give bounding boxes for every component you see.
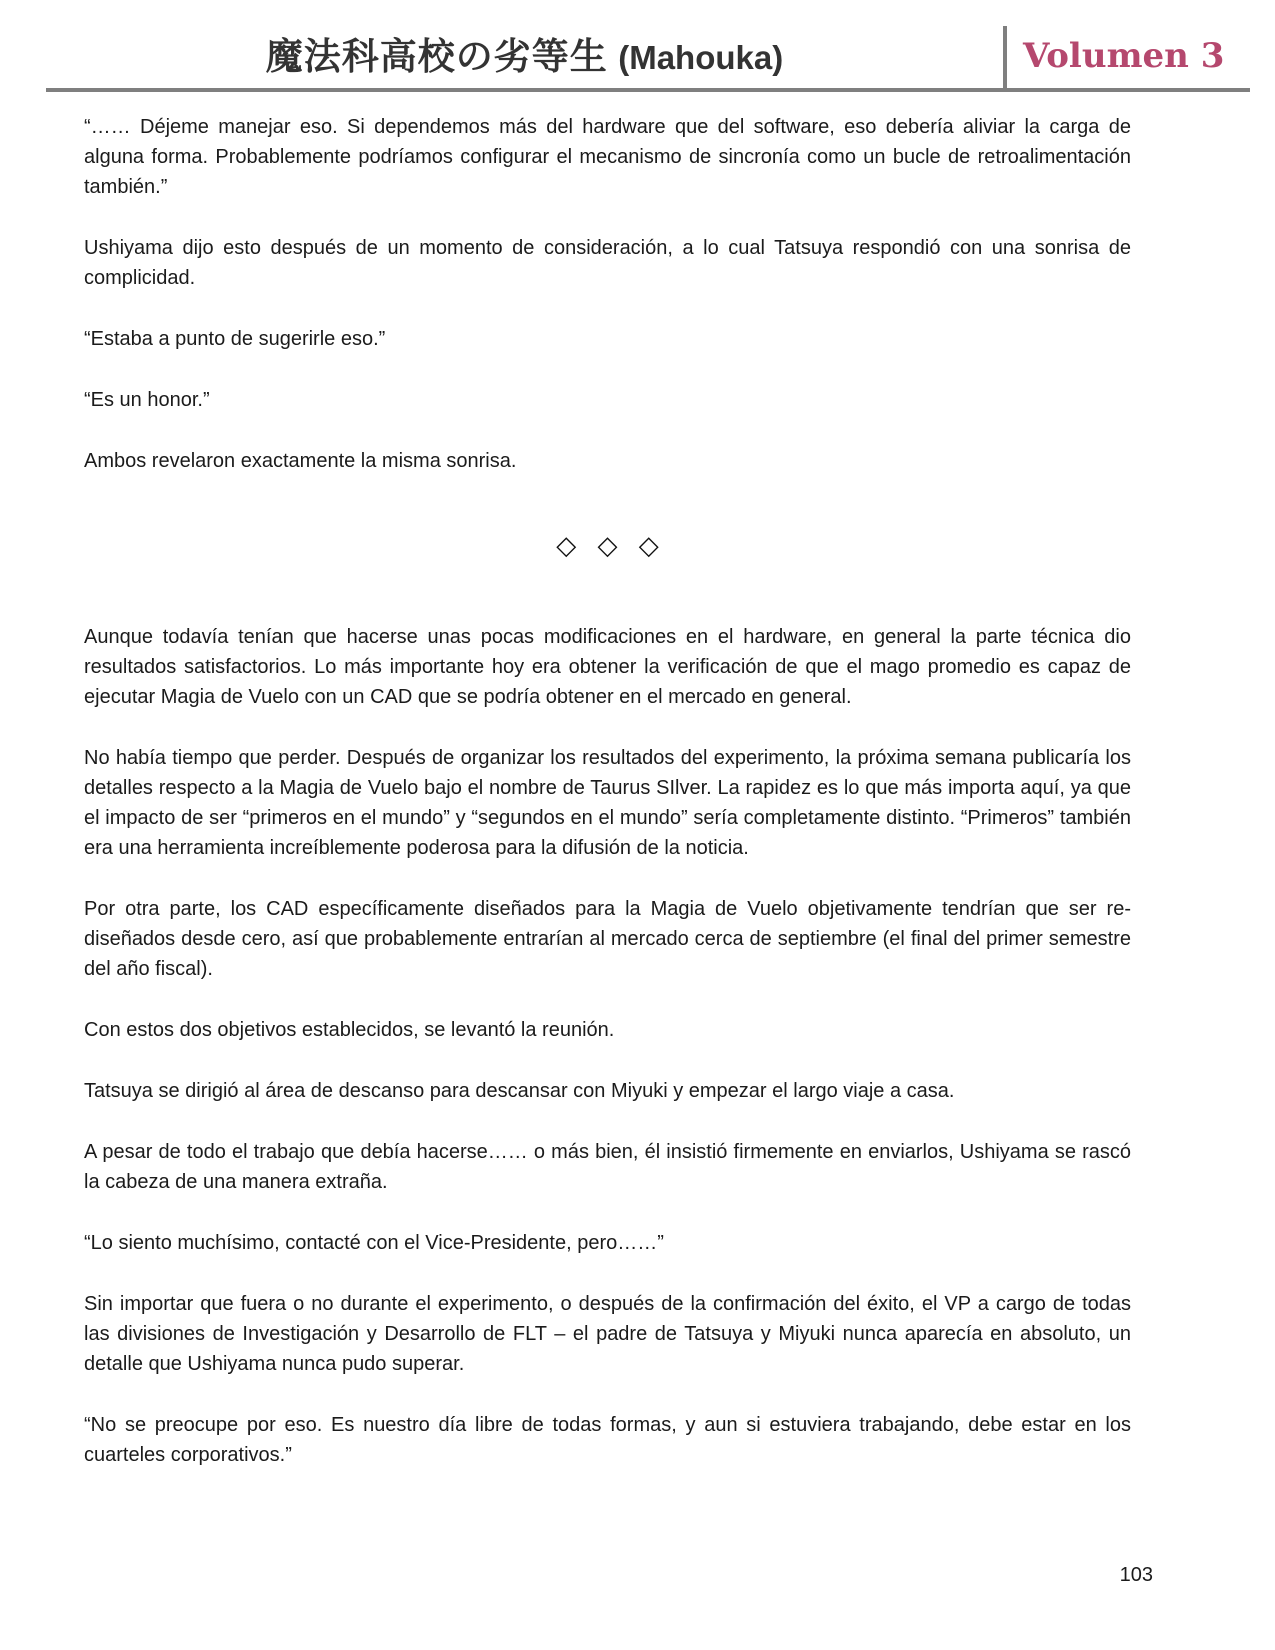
paragraph: No había tiempo que perder. Después de organizar los resultados del experimento, la próxima semana publicaría los detalles respecto a la Magia de Vuelo bajo el nombre de Taurus SIlver. La rapidez es lo que más importa aquí, ya que el impacto de ser “primeros en el mundo” y “segundos en el mundo” sería completamente distinto. “Primeros” también era una herramienta increíblemente poderosa para la difusión de la noticia. [84, 747, 1131, 859]
paragraph: “Es un honor.” [84, 389, 210, 411]
paragraph: Con estos dos objetivos establecidos, se levantó la reunión. [84, 1019, 615, 1041]
volume-label: Volumen 3 [1023, 36, 1225, 76]
page-body [84, 112, 1131, 1501]
title-kanji: 魔法科高校の劣等生 [265, 34, 608, 78]
title-romaji: (Mahouka) [618, 39, 784, 76]
paragraph: Tatsuya se dirigió al área de descanso para descansar con Miyuki y empezar el largo viaje a casa. [84, 1080, 955, 1102]
paragraph: Ushiyama dijo esto después de un momento de consideración, a lo cual Tatsuya respondió con una sonrisa de complicidad. [84, 237, 1131, 289]
paragraph: “Lo siento muchísimo, contacté con el Vice-Presidente, pero……” [84, 1232, 664, 1254]
paragraph: Ambos revelaron exactamente la misma sonrisa. [84, 450, 517, 472]
page-header [46, 0, 1250, 88]
paragraph: Aunque todavía tenían que hacerse unas pocas modificaciones en el hardware, en general la parte técnica dio resultados satisfactorios. Lo más importante hoy era obtener la verificación de que el mago promedio es capaz de ejecutar Magia de Vuelo con un CAD que se podría obtener en el mercado en general. [84, 626, 1131, 708]
paragraph: Por otra parte, los CAD específicamente diseñados para la Magia de Vuelo objetivamente tendrían que ser re-diseñados desde cero, así que probablemente entrarían al mercado cerca de septiembre (el final del primer semestre del año fiscal). [84, 898, 1131, 980]
paragraph: A pesar de todo el trabajo que debía hacerse…… o más bien, él insistió firmemente en enviarlos, Ushiyama se rascó la cabeza de una manera extraña. [84, 1141, 1131, 1193]
paragraph: “…… Déjeme manejar eso. Si dependemos más del hardware que del software, eso debería aliviar la carga de alguna forma. Probablemente podríamos configurar el mecanismo de sincronía como un bucle de retroalimentación también.” [84, 116, 1131, 198]
section-divider: ◇ ◇ ◇ [556, 530, 659, 560]
paragraph: “No se preocupe por eso. Es nuestro día libre de todas formas, y aun si estuviera trabajando, debe estar en los cuarteles corporativos.” [84, 1414, 1131, 1466]
header-rule [46, 88, 1250, 92]
document-title [46, 26, 1003, 88]
page-number: 103 [1119, 1564, 1153, 1586]
paragraph: Sin importar que fuera o no durante el experimento, o después de la confirmación del éxito, el VP a cargo de todas las divisiones de Investigación y Desarrollo de FLT – el padre de Tatsuya y Miyuki nunca aparecía en absoluto, un detalle que Ushiyama nunca pudo superar. [84, 1293, 1131, 1375]
paragraph: “Estaba a punto de sugerirle eso.” [84, 328, 386, 350]
